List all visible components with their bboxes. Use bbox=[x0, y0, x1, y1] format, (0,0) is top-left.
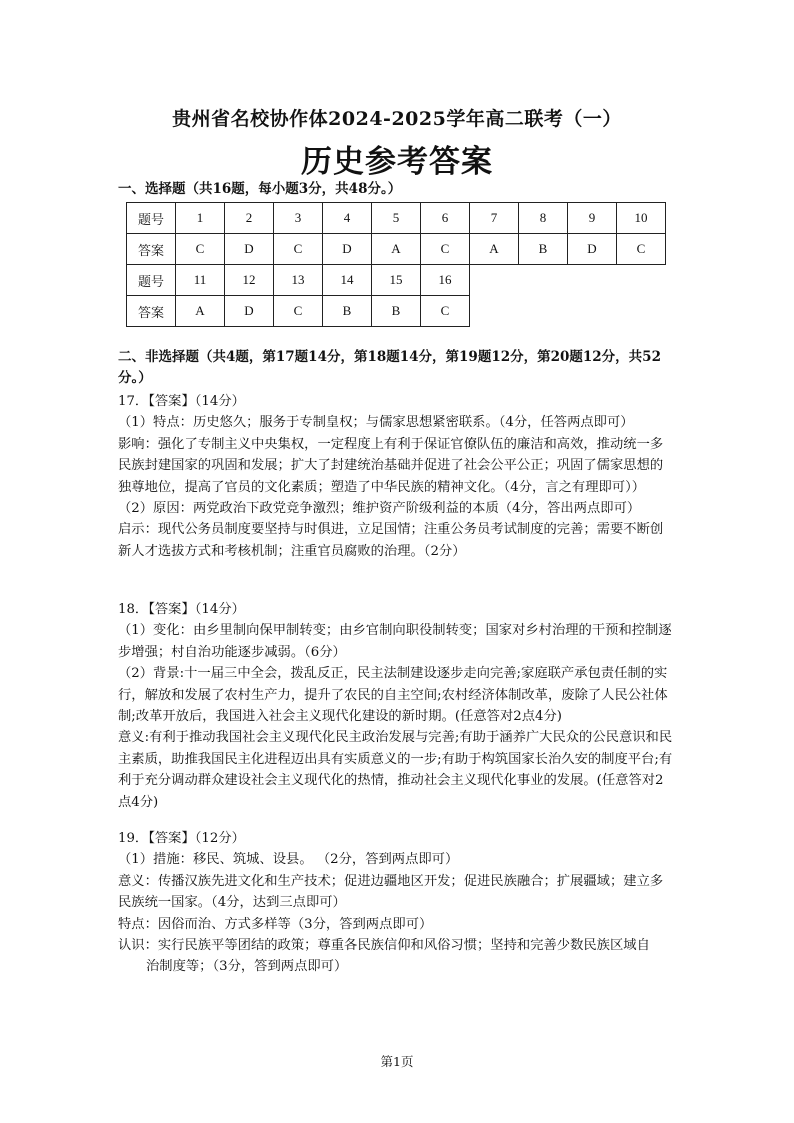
answer-paragraph: 影响：强化了专制主义中央集权，一定程度上有利于保证官僚队伍的廉洁和高效，推动统一多民族封建国家的巩固和发展；扩大了封建统治基础并促进了社会公平公正；巩固了儒家思想的独尊地位，提高了官员的文化素质；塑造了中华民族的精神文化。（4分，言之有理即可）） bbox=[118, 436, 664, 495]
answer-paragraph: （2）原因：两党政治下政党竞争激烈；维护资产阶级利益的本质（4分，答出两点即可） bbox=[118, 501, 641, 517]
row-label-question: 题号 bbox=[127, 265, 176, 296]
answer-paragraph: 治制度等；（3分，答到两点即可） bbox=[146, 959, 348, 975]
exam-title: 贵州省名校协作体2024-2025学年高二联考（一） bbox=[172, 108, 622, 130]
question-number: 8 bbox=[519, 203, 568, 234]
answer-paragraph: 认识：实行民族平等团结的政策；尊重各民族信仰和风俗习惯；坚持和完善少数民族区域自 bbox=[118, 938, 650, 954]
answer-cell: C bbox=[421, 296, 470, 327]
answer-cell: D bbox=[323, 234, 372, 265]
question-number: 6 bbox=[421, 203, 470, 234]
question-17-heading: 17．【答案】（14分） bbox=[118, 394, 245, 409]
question-19-heading: 19．【答案】（12分） bbox=[118, 831, 245, 846]
question-number: 15 bbox=[372, 265, 421, 296]
question-18-heading: 18．【答案】（14分） bbox=[118, 602, 245, 617]
answer-cell: A bbox=[372, 234, 421, 265]
answer-paragraph: （1）措施：移民、筑城、设县。 （2分，答到两点即可） bbox=[118, 852, 459, 868]
table-row bbox=[127, 296, 666, 327]
page-title: 历史参考答案 bbox=[301, 144, 493, 180]
answer-cell: C bbox=[617, 234, 666, 265]
empty-cell bbox=[568, 296, 617, 327]
question-19-answer bbox=[118, 828, 674, 978]
answer-cell: C bbox=[421, 234, 470, 265]
section2-heading: 二、非选择题（共4题，第17题14分，第18题14分，第19题12分，第20题12分，共52分。） bbox=[118, 349, 661, 386]
question-number: 7 bbox=[470, 203, 519, 234]
table-row bbox=[127, 265, 666, 296]
question-number: 9 bbox=[568, 203, 617, 234]
section1-heading: 一、选择题（共16题，每小题3分，共48分。） bbox=[118, 181, 402, 197]
answer-paragraph: 特点：因俗而治、方式多样等（3分，答到两点即可） bbox=[118, 916, 433, 932]
question-17-answer bbox=[118, 391, 674, 562]
answer-cell: B bbox=[323, 296, 372, 327]
empty-cell bbox=[617, 265, 666, 296]
question-number: 11 bbox=[176, 265, 225, 296]
row-label-answer: 答案 bbox=[127, 234, 176, 265]
empty-cell bbox=[470, 265, 519, 296]
question-number: 3 bbox=[274, 203, 323, 234]
answer-paragraph: （1）变化：由乡里制向保甲制转变；由乡官制向职役制转变；国家对乡村治理的干预和控制逐步增强；村自治功能逐步减弱。（6分） bbox=[118, 623, 672, 660]
answer-paragraph: 意义：传播汉族先进文化和生产技术；促进边疆地区开发；促进民族融合；扩展疆域；建立多民族统一国家。（4分，达到三点即可） bbox=[118, 873, 664, 911]
table-row bbox=[127, 234, 666, 265]
multiple-choice-answer-table bbox=[126, 202, 666, 327]
answer-cell: C bbox=[176, 234, 225, 265]
question-number: 2 bbox=[225, 203, 274, 234]
question-18-answer bbox=[118, 599, 674, 813]
empty-cell bbox=[519, 296, 568, 327]
answer-paragraph: （2）背景:十一届三中全会，拨乱反正，民主法制建设逐步走向完善;家庭联产承包责任制的实行，解放和发展了农村生产力，提升了农民的自主空间;农村经济体制改革，废除了人民公社体制;改革开放后，我国进入社会主义现代化建设的新时期。(任意答对2点4分) bbox=[118, 666, 668, 725]
answer-paragraph: 启示：现代公务员制度要坚持与时俱进，立足国情；注重公务员考试制度的完善；需要不断创新人才选拔方式和考核机制；注重官员腐败的治理。（2分） bbox=[118, 522, 664, 559]
question-number: 10 bbox=[617, 203, 666, 234]
answer-paragraph: 意义:有利于推动我国社会主义现代化民主政治发展与完善;有助于涵养广大民众的公民意识和民主素质，助推我国民主化进程迈出具有实质意义的一步;有助于构筑国家长治久安的制度平台;有利于充分调动群众建设社会主义现代化的热情，推动社会主义现代化事业的发展。(任意答对2点4分) bbox=[118, 730, 673, 810]
answer-paragraph: （1）特点：历史悠久；服务于专制皇权；与儒家思想紧密联系。（4分，任答两点即可） bbox=[118, 415, 634, 431]
empty-cell bbox=[568, 265, 617, 296]
answer-cell: D bbox=[225, 296, 274, 327]
answer-cell: B bbox=[519, 234, 568, 265]
answer-cell: D bbox=[568, 234, 617, 265]
empty-cell bbox=[519, 265, 568, 296]
table-row bbox=[127, 203, 666, 234]
question-number: 1 bbox=[176, 203, 225, 234]
question-number: 12 bbox=[225, 265, 274, 296]
question-number: 16 bbox=[421, 265, 470, 296]
empty-cell bbox=[470, 296, 519, 327]
row-label-answer: 答案 bbox=[127, 296, 176, 327]
answer-cell: D bbox=[225, 234, 274, 265]
question-number: 4 bbox=[323, 203, 372, 234]
question-number: 13 bbox=[274, 265, 323, 296]
question-number: 14 bbox=[323, 265, 372, 296]
answer-cell: C bbox=[274, 296, 323, 327]
empty-cell bbox=[617, 296, 666, 327]
answer-cell: A bbox=[470, 234, 519, 265]
answer-cell: B bbox=[372, 296, 421, 327]
answer-cell: C bbox=[274, 234, 323, 265]
row-label-question: 题号 bbox=[127, 203, 176, 234]
page-number: 第1页 bbox=[380, 1054, 414, 1069]
question-number: 5 bbox=[372, 203, 421, 234]
answer-cell: A bbox=[176, 296, 225, 327]
